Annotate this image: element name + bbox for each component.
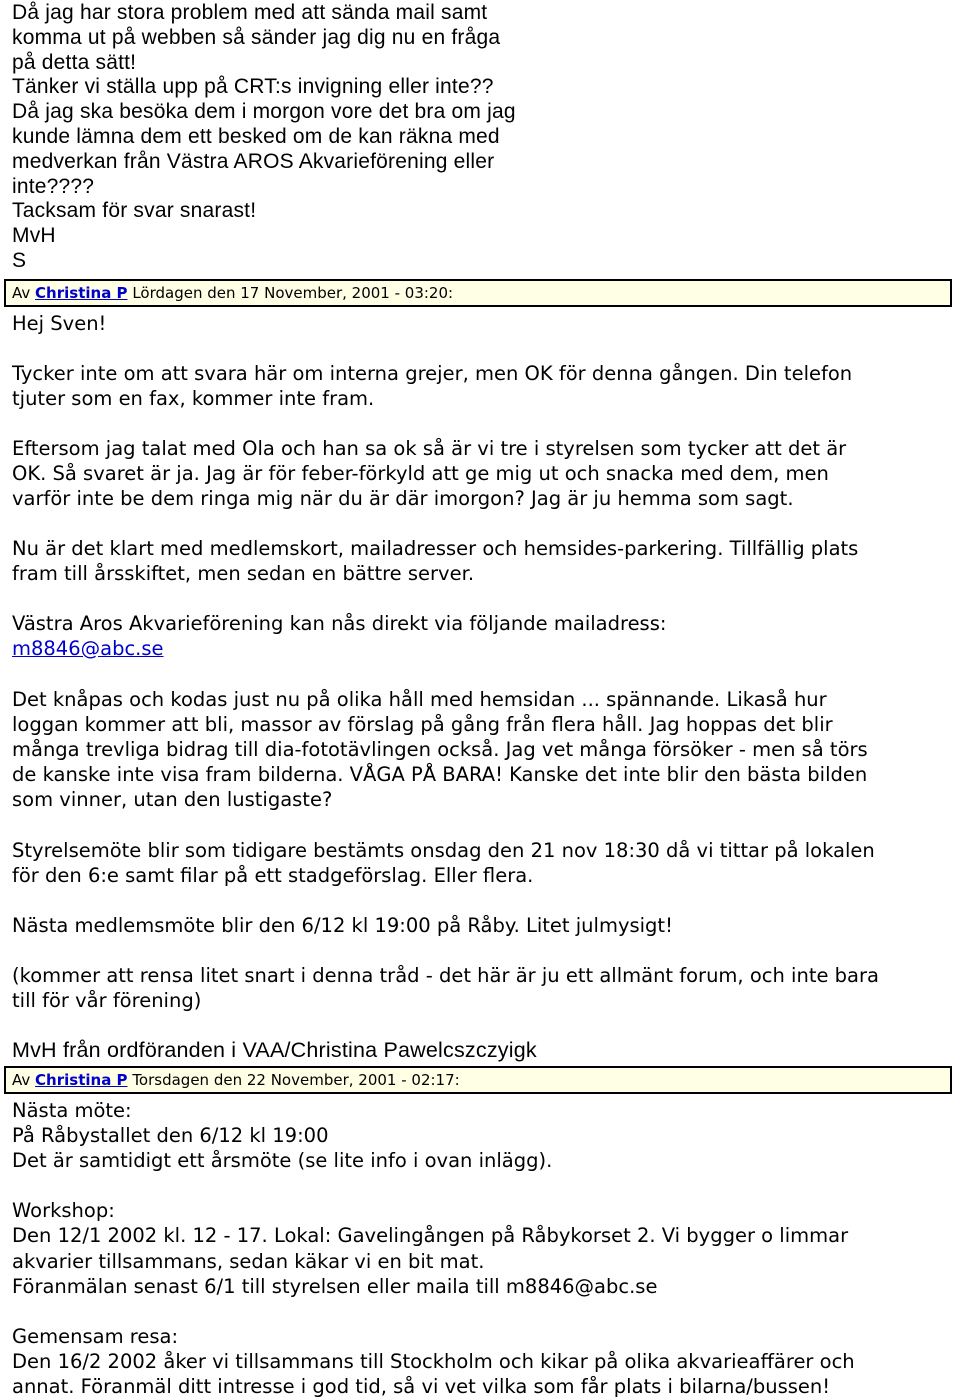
text-line: MvH [12, 224, 56, 248]
text-line: Workshop: [12, 1199, 115, 1223]
text-line: fram till årsskiftet, men sedan en bättre server. [12, 562, 475, 585]
post-paragraph [12, 436, 846, 511]
text-line: Det knåpas och kodas just nu på olika håll med hemsidan ... spännande. Likaså hur [12, 688, 827, 711]
post-paragraph [12, 361, 852, 411]
text-line: OK. Så svaret är ja. Jag är för feber-förkyld att ge mig ut och snacka med dem, men [12, 462, 829, 485]
post-paragraph [12, 913, 673, 938]
text-line: loggan kommer att bli, massor av förslag på gång från flera håll. Jag hoppas det blir [12, 713, 833, 736]
post-author-prefix: Av [12, 1071, 31, 1089]
text-line: som vinner, utan den lustigaste? [12, 788, 333, 811]
text-line: Föranmälan senast 6/1 till styrelsen eller maila till m8846@abc.se [12, 1274, 658, 1298]
text-line: kunde lämna dem ett besked om de kan räkna med [12, 124, 500, 148]
text-line: (kommer att rensa litet snart i denna tråd - det här är ju ett allmänt forum, och inte bara [12, 964, 879, 987]
post-author-prefix: Av [12, 284, 31, 302]
text-line: tjuter som en fax, kommer inte fram. [12, 387, 375, 410]
text-line: varför inte be dem ringa mig när du är där imorgon? Jag är ju hemma som sagt. [12, 487, 794, 510]
post-paragraph [12, 687, 868, 812]
post-header [4, 1066, 952, 1094]
post-paragraph [12, 838, 875, 888]
text-line: till för vår förening) [12, 989, 202, 1012]
text-line: Tänker vi ställa upp på CRT:s invigning eller inte?? [12, 75, 494, 99]
text-line: annat. Föranmäl ditt intresse i god tid, så vi vet vilka som får plats i bilarna/bussen! [12, 1375, 831, 1399]
post-date: Lördagen den 17 November, 2001 - 03:20: [132, 284, 454, 302]
text-line: Tycker inte om att svara här om interna grejer, men OK för denna gången. Din telefon [12, 362, 853, 385]
text-line: Västra Aros Akvarieförening kan nås direkt via följande mailadress: [12, 612, 667, 635]
text-line: för den 6:e samt filar på ett stadgeförslag. Eller flera. [12, 864, 534, 887]
post-paragraph [12, 963, 879, 1013]
text-line: medverkan från Västra AROS Akvarieförening eller [12, 149, 495, 173]
text-line: S [12, 248, 27, 272]
text-line: på detta sätt! [12, 50, 137, 74]
post-header [4, 279, 952, 307]
post-paragraph [12, 311, 106, 336]
text-line: Nu är det klart med medlemskort, mailadresser och hemsides-parkering. Tillfällig plats [12, 537, 859, 560]
text-line: Nästa medlemsmöte blir den 6/12 kl 19:00 på Råby. Litet julmysigt! [12, 914, 673, 937]
text-line: Nästa möte: [12, 1099, 132, 1122]
text-line: Hej Sven! [12, 312, 107, 335]
text-line: komma ut på webben så sänder jag dig nu en fråga [12, 25, 501, 49]
text-line: inte???? [12, 174, 95, 198]
text-line: Tacksam för svar snarast! [12, 199, 257, 223]
post-paragraph [12, 611, 666, 661]
text-line: många trevliga bidrag till dia-fototävlingen också. Jag vet många försöker - men så törs [12, 738, 868, 761]
post-signature [12, 1038, 537, 1063]
message-s-body [12, 1, 516, 274]
post-paragraph [12, 536, 858, 586]
text-line: de kanske inte visa fram bilderna. VÅGA PÅ BARA! Kanske det inte blir den bästa bilden [12, 763, 868, 786]
post-date: Torsdagen den 22 November, 2001 - 02:17: [132, 1071, 460, 1089]
text-line: akvarier tillsammans, sedan käkar vi en bit mat. [12, 1249, 485, 1273]
post-author-link[interactable]: Christina P [35, 1071, 128, 1089]
text-line: Styrelsemöte blir som tidigare bestämts onsdag den 21 nov 18:30 då vi tittar på lokalen [12, 839, 875, 862]
email-link[interactable]: m8846@abc.se [12, 637, 164, 660]
post-body [12, 1098, 855, 1399]
text-line: Gemensam resa: [12, 1324, 179, 1348]
text-line [12, 1173, 855, 1198]
text-line: Då jag har stora problem med att sända mail samt [12, 1, 488, 24]
text-line [12, 1299, 855, 1324]
post-author-link[interactable]: Christina P [35, 284, 128, 302]
text-line: Den 12/1 2002 kl. 12 - 17. Lokal: Gavelingången på Råbykorset 2. Vi bygger o limmar [12, 1224, 849, 1248]
text-line: Eftersom jag talat med Ola och han sa ok så är vi tre i styrelsen som tycker att det är [12, 437, 847, 460]
text-line: MvH från ordföranden i VAA/Christina Pawelcszczyigk [12, 1038, 537, 1062]
text-line: På Råbystallet den 6/12 kl 19:00 [12, 1124, 329, 1148]
text-line: Då jag ska besöka dem i morgon vore det bra om jag [12, 100, 516, 124]
text-line: Den 16/2 2002 åker vi tillsammans till Stockholm och kikar på olika akvarieaffärer och [12, 1349, 855, 1373]
text-line: Det är samtidigt ett årsmöte (se lite info i ovan inlägg). [12, 1149, 553, 1173]
